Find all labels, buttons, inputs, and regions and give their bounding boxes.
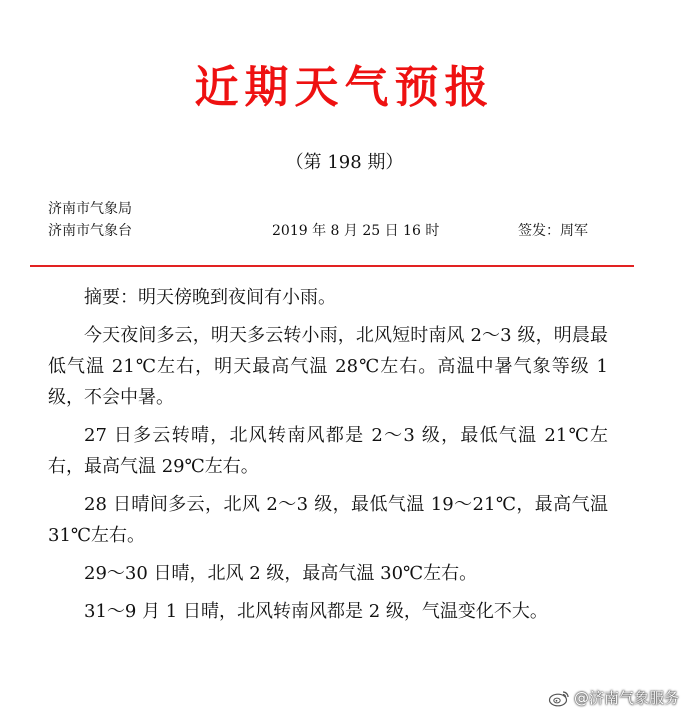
- forecast-paragraph: 今天夜间多云，明天多云转小雨，北风短时南风 2～3 级，明晨最低气温 21℃左右，明天最高气温 28℃左右。高温中暑气象等级 1 级，不会中暑。: [48, 325, 608, 408]
- forecast-paragraph: 29～30 日晴，北风 2 级，最高气温 30℃左右。: [84, 563, 478, 584]
- forecast-paragraph: 31～9 月 1 日晴，北风转南风都是 2 级，气温变化不大。: [84, 601, 548, 622]
- weibo-icon: [548, 689, 570, 707]
- forecast-summary: 摘要：明天傍晚到夜间有小雨。: [84, 287, 336, 308]
- issuer-observatory: 济南市气象台: [48, 223, 132, 239]
- forecast-body: [48, 282, 608, 634]
- document-title: 近期天气预报: [194, 62, 495, 113]
- forecast-paragraph: 27 日多云转晴，北风转南风都是 2～3 级，最低气温 21℃左右，最高气温 29℃左右。: [48, 425, 608, 477]
- issue-number: （第 198 期）: [285, 152, 404, 173]
- weibo-watermark: [548, 687, 679, 708]
- issuer-row-2: [48, 223, 608, 240]
- issuer-row-1: [48, 201, 608, 218]
- red-divider: [30, 265, 634, 267]
- signer: 签发：周军: [518, 223, 588, 239]
- forecast-paragraph: 28 日晴间多云，北风 2～3 级，最低气温 19～21℃，最高气温 31℃左右。: [48, 494, 608, 546]
- watermark-text: @济南气象服务: [573, 689, 679, 707]
- issue-date: 2019 年 8 月 25 日 16 时: [272, 223, 440, 239]
- issuer-bureau: 济南市气象局: [48, 201, 132, 217]
